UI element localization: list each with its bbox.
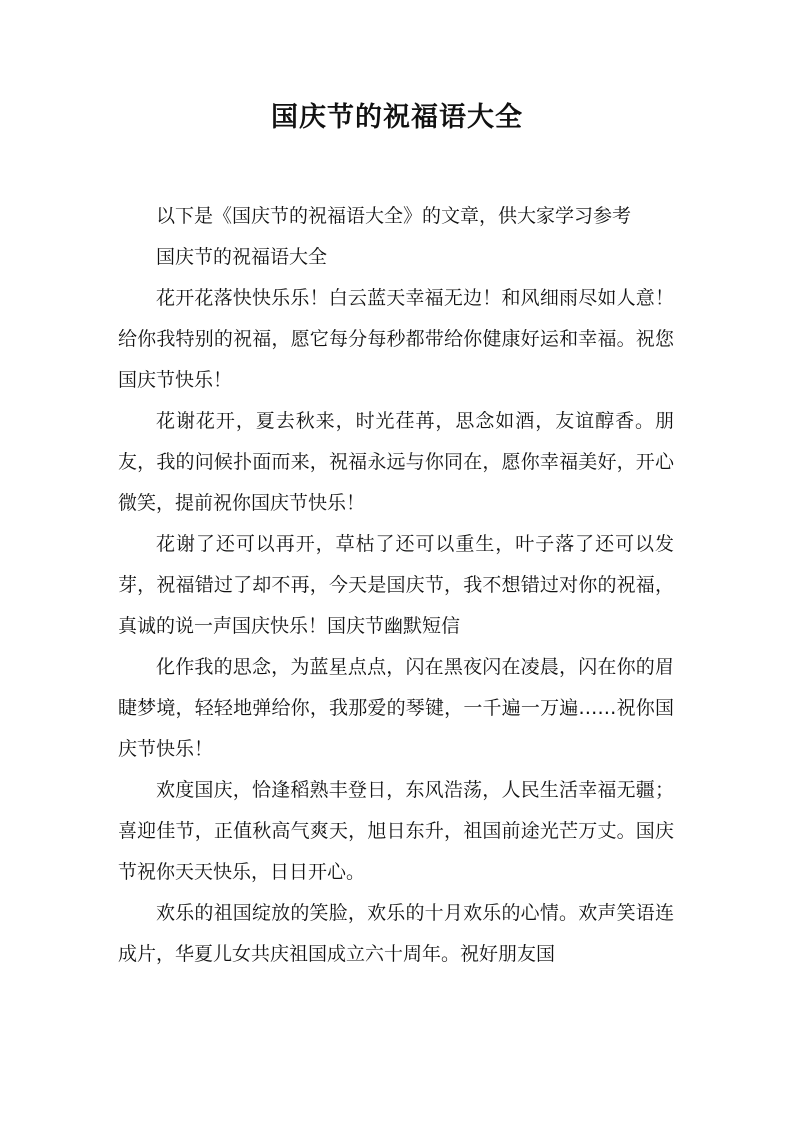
- paragraph: 花谢花开，夏去秋来，时光荏苒，思念如酒，友谊醇香。朋友，我的问候扑面而来，祝福永远与你同在，愿你幸福美好，开心微笑，提前祝你国庆节快乐！: [118, 410, 674, 514]
- paragraph: 花谢了还可以再开，草枯了还可以重生，叶子落了还可以发芽，祝福错过了却不再，今天是国庆节，我不想错过对你的祝福，真诚的说一声国庆快乐！国庆节幽默短信: [118, 533, 674, 637]
- paragraph: 花开花落快快乐乐！白云蓝天幸福无边！和风细雨尽如人意！给你我特别的祝福，愿它每分每秒都带给你健康好运和幸福。祝您国庆节快乐！: [118, 287, 674, 391]
- document-body: [118, 196, 674, 975]
- paragraph-subtitle: 国庆节的祝福语大全: [156, 246, 328, 268]
- paragraph: 欢度国庆，恰逢稻熟丰登日，东风浩荡，人民生活幸福无疆；喜迎佳节，正值秋高气爽天，旭日东升，祖国前途光芒万丈。国庆节祝你天天快乐，日日开心。: [118, 779, 674, 883]
- document-title: 国庆节的祝福语大全: [271, 102, 523, 133]
- paragraph: 欢乐的祖国绽放的笑脸，欢乐的十月欢乐的心情。欢声笑语连成片，华夏儿女共庆祖国成立六十周年。祝好朋友国: [118, 902, 674, 965]
- paragraph-intro: 以下是《国庆节的祝福语大全》的文章，供大家学习参考: [156, 205, 632, 227]
- paragraph: 化作我的思念，为蓝星点点，闪在黑夜闪在凌晨，闪在你的眉睫梦境，轻轻地弹给你，我那爱的琴键，一千遍一万遍……祝你国庆节快乐！: [118, 656, 674, 760]
